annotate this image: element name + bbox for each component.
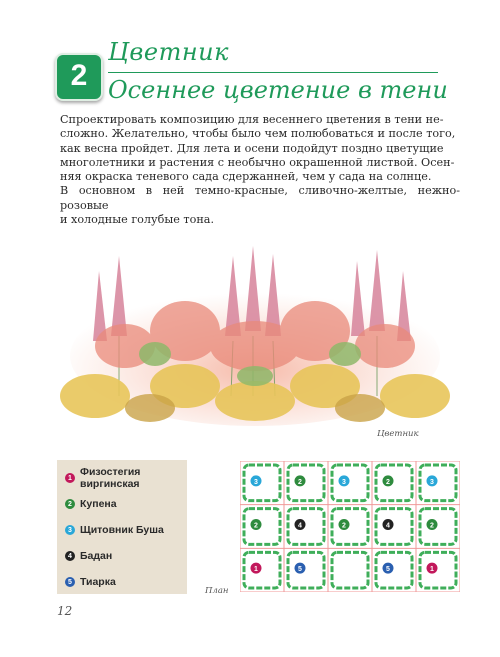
plan-plant-number: 2 xyxy=(298,478,302,486)
chapter-badge xyxy=(55,53,103,101)
intro-paragraph xyxy=(60,113,460,227)
intro-line: многолетники и растения с необычно окрашенной листвой. Осен- xyxy=(60,155,455,169)
legend-number: 4 xyxy=(65,551,75,561)
intro-line: и холодные голубые тона. xyxy=(60,213,215,227)
legend-item xyxy=(65,576,116,588)
flower-bed-illustration xyxy=(55,236,455,430)
plan-bed-outline xyxy=(420,552,456,588)
legend-label: Физостегия виргинская xyxy=(80,466,141,490)
legend-number: 5 xyxy=(65,577,75,587)
section-title: Осеннее цветение в тени xyxy=(108,76,448,104)
planting-plan xyxy=(240,461,460,592)
legend-item xyxy=(65,498,117,510)
plan-plant-number: 5 xyxy=(386,566,390,574)
plan-plant-number: 2 xyxy=(386,478,390,486)
chapter-title: Цветник xyxy=(108,38,229,66)
plan-bed-outline xyxy=(244,509,280,545)
legend-item xyxy=(65,466,187,490)
plan-bed-outline xyxy=(332,552,368,588)
plan-plant-number: 5 xyxy=(298,566,302,574)
legend-label: Купена xyxy=(80,498,117,510)
plan-bed-outline xyxy=(244,465,280,501)
legend-label: Тиарка xyxy=(80,576,116,588)
plan-bed-outline xyxy=(244,552,280,588)
intro-line: сложно. Желательно, чтобы было чем полюбоваться и после того, xyxy=(60,127,456,141)
legend-number: 3 xyxy=(65,525,75,535)
legend-label: Щитовник Буша xyxy=(80,524,164,536)
plan-bed-outline xyxy=(332,509,368,545)
plant-legend xyxy=(57,460,187,594)
plan-plant-number: 2 xyxy=(430,522,434,530)
plan-plant-number: 3 xyxy=(430,478,434,486)
legend-number: 1 xyxy=(65,473,75,483)
plan-plant-number: 1 xyxy=(430,566,434,574)
plan-label: План xyxy=(205,586,229,596)
plan-plant-number: 3 xyxy=(342,478,346,486)
plan-plant-number: 3 xyxy=(254,478,258,486)
intro-line: Спроектировать композицию для весеннего цветения в тени не- xyxy=(60,113,444,126)
page-number: 12 xyxy=(57,604,73,618)
plan-bed-outline xyxy=(376,552,412,588)
chapter-number: 2 xyxy=(70,59,88,92)
legend-item xyxy=(65,550,112,562)
plan-plant-number: 2 xyxy=(342,522,346,530)
illustration-caption: Цветник xyxy=(377,429,419,439)
intro-line: няя окраска теневого сада сдержанней, чем у сада на солнце. xyxy=(60,170,432,184)
plan-bed-outline xyxy=(288,509,324,545)
intro-line: В основном в ней темно-красные, сливочно-желтые, нежно-розовые xyxy=(60,184,460,212)
plan-bed-outline xyxy=(376,509,412,545)
title-divider xyxy=(108,72,438,73)
plan-bed-outline xyxy=(376,465,412,501)
plan-bed-outline xyxy=(288,552,324,588)
plan-plant-number: 4 xyxy=(298,522,302,530)
plan-bed-outline xyxy=(288,465,324,501)
legend-label: Бадан xyxy=(80,550,113,562)
plan-bed-outline xyxy=(332,465,368,501)
plan-bed-outline xyxy=(420,509,456,545)
legend-item xyxy=(65,524,164,536)
plan-bed-outline xyxy=(420,465,456,501)
plan-plant-number: 4 xyxy=(386,522,390,530)
plan-plant-number: 2 xyxy=(254,522,258,530)
intro-line: как весна пройдет. Для лета и осени подойдут поздно цветущие xyxy=(60,141,444,155)
legend-number: 2 xyxy=(65,499,75,509)
plan-plant-number: 1 xyxy=(254,566,258,574)
